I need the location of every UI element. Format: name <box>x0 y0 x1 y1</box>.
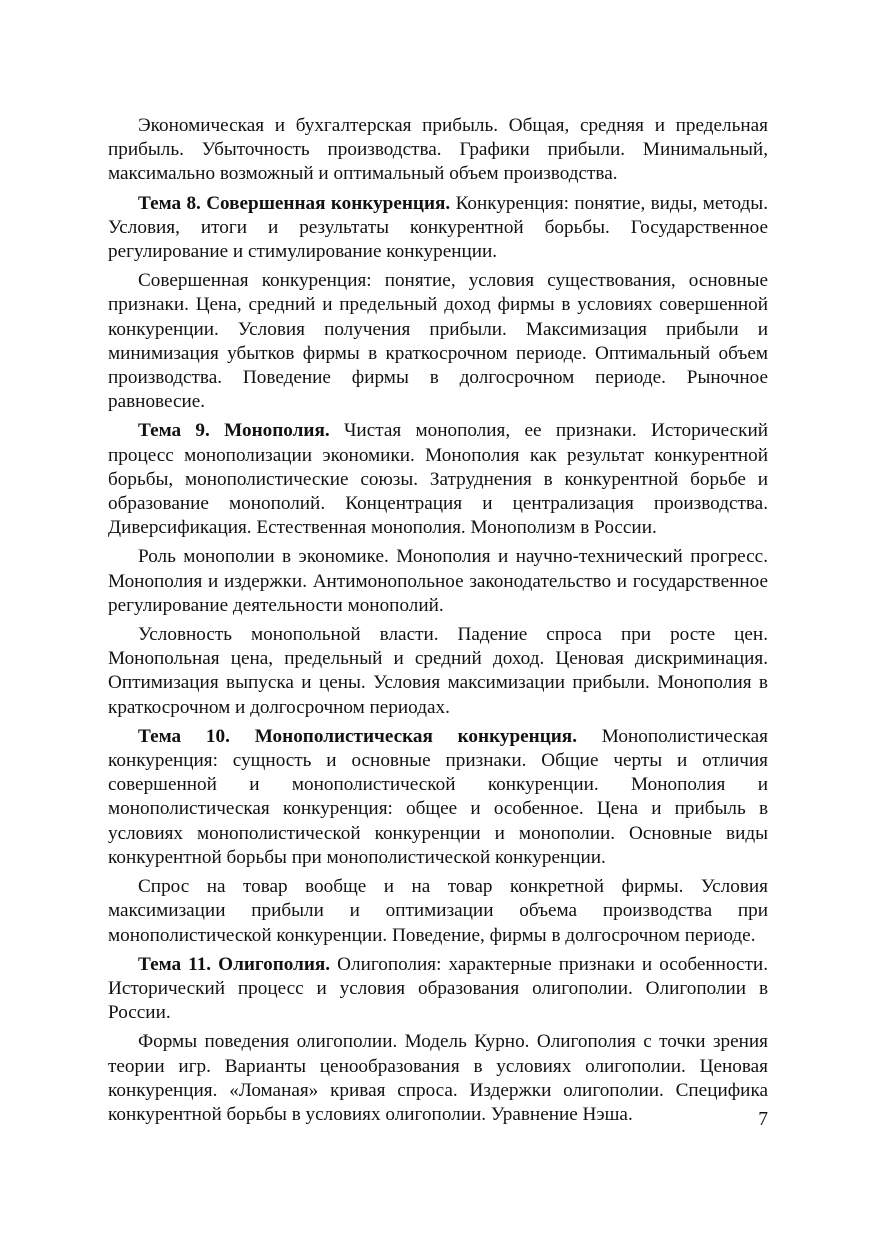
paragraph-topic-11 <box>108 953 768 1026</box>
paragraph-text: Роль монополии в экономике. Монополия и научно-технический прогресс. Монополия и издержки. Антимонопольное законодательство и государственное регулирование деятельности монополий. <box>108 546 768 616</box>
paragraph-text: Олигополия: характерные признаки и особенности. Исторический процесс и условия образования олигополии. Олигополии в России. <box>108 953 768 1024</box>
paragraph-text: Конкуренция: понятие, виды, методы. Условия, итоги и результаты конкурентной борьбы. Государственное регулирование и стимулирование конкуренции. <box>108 192 768 263</box>
page-number: 7 <box>758 1109 768 1130</box>
paragraph <box>108 545 768 618</box>
paragraph <box>108 623 768 720</box>
paragraph-text: Чистая монополия, ее признаки. Исторический процесс монополизации экономики. Монополия как результат конкурентной борьбы, монополистические союзы. Затруднения в конкурентной борьбе и образование монополий. Концентрация и централизация производства. Диверсификация. Естественная монополия. Монополизм в России. <box>108 420 768 539</box>
paragraph <box>108 269 768 414</box>
paragraph-text: Совершенная конкуренция: понятие, условия существования, основные признаки. Цена, средний и предельный доход фирмы в условиях совершенной конкуренции. Условия получения прибыли. Максимизация прибыли и минимизация убытков фирмы в краткосрочном периоде. Оптимальный объем производства. Поведение фирмы в долгосрочном периоде. Рыночное равновесие. <box>108 270 768 413</box>
topic-heading: Тема 9. Монополия. <box>138 420 330 442</box>
paragraph-text: Формы поведения олигополии. Модель Курно. Олигополия с точки зрения теории игр. Варианты ценообразования в условиях олигополии. Ценовая конкуренция. «Ломаная» кривая спроса. Издержки олигополии. Специфика конкурентной борьбы в условиях олигополии. Уравнение Нэша. <box>108 1031 768 1125</box>
paragraph-topic-8 <box>108 192 768 265</box>
paragraph-text: Условность монопольной власти. Падение спроса при росте цен. Монопольная цена, предельный и средний доход. Ценовая дискриминация. Оптимизация выпуска и цены. Условия максимизации прибыли. Монополия в краткосрочном и долгосрочном периодах. <box>108 624 768 718</box>
paragraph <box>108 1030 768 1127</box>
paragraph-text: Экономическая и бухгалтерская прибыль. Общая, средняя и предельная прибыль. Убыточность производства. Графики прибыли. Минимальный, максимально возможный и оптимальный объем производства. <box>108 115 768 185</box>
paragraph <box>108 114 768 187</box>
paragraph-text: Монополистическая конкуренция: сущность и основные признаки. Общие черты и отличия совершенной и монополистической конкуренции. Монополия и монополистическая конкуренция: общее и особенное. Цена и прибыль в условиях монополистической конкуренции и монополии. Основные виды конкурентной борьбы при монополистической конкуренции. <box>108 725 768 868</box>
paragraph <box>108 875 768 948</box>
topic-heading: Тема 10. Монополистическая конкуренция. <box>138 725 577 747</box>
paragraph-topic-9 <box>108 419 768 540</box>
paragraph-topic-10 <box>108 725 768 870</box>
page-body <box>108 114 768 1127</box>
topic-heading: Тема 8. Совершенная конкуренция. <box>138 192 451 214</box>
paragraph-text: Спрос на товар вообще и на товар конкретной фирмы. Условия максимизации прибыли и оптимизации объема производства при монополистической конкуренции. Поведение, фирмы в долгосрочном периоде. <box>108 876 768 946</box>
topic-heading: Тема 11. Олигополия. <box>138 953 331 975</box>
